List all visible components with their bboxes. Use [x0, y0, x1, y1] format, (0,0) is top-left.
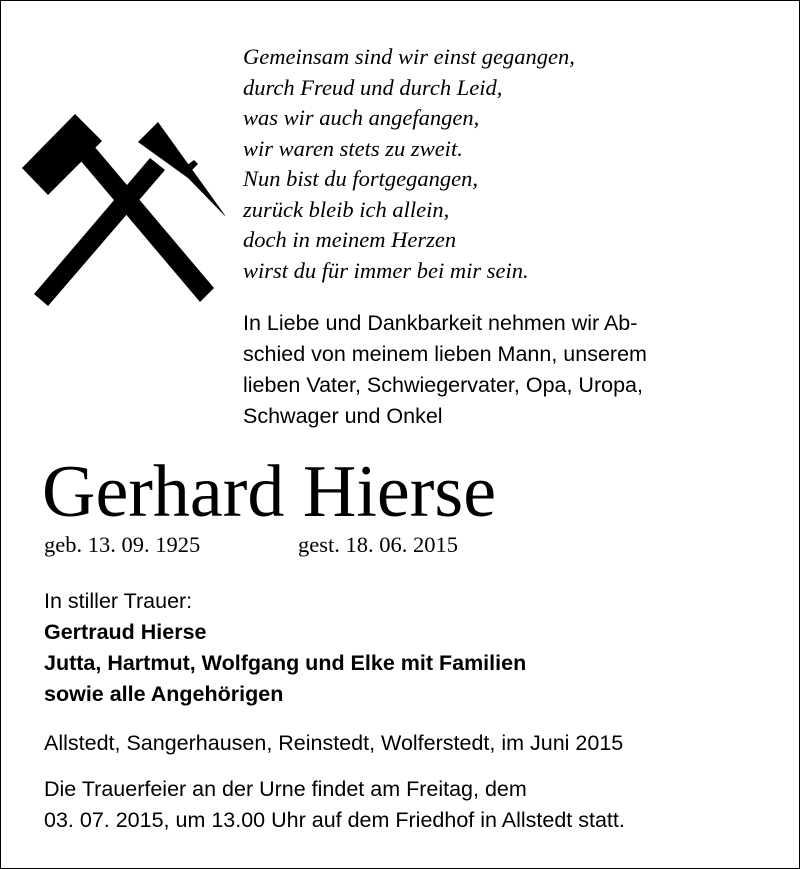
life-dates — [44, 530, 458, 560]
funeral-info — [44, 774, 625, 836]
farewell-line: lieben Vater, Schwiegervater, Opa, Uropa, — [243, 373, 643, 397]
mourner-name: Gertraud Hierse — [44, 620, 207, 644]
poem-line: wir waren stets zu zweit. — [243, 135, 463, 161]
funeral-line: 03. 07. 2015, um 13.00 Uhr auf dem Friedhof in Allstedt statt. — [44, 808, 625, 832]
mourners-block — [44, 586, 526, 710]
funeral-line: Die Trauerfeier an der Urne findet am Freitag, dem — [44, 777, 527, 801]
poem-line: durch Freud und durch Leid, — [243, 74, 503, 100]
death-date: gest. 18. 06. 2015 — [298, 532, 458, 557]
birth-date: geb. 13. 09. 1925 — [44, 532, 201, 557]
mourners-intro: In stiller Trauer: — [44, 589, 193, 613]
farewell-line: In Liebe und Dankbarkeit nehmen wir Ab- — [243, 311, 638, 335]
poem-line: Gemeinsam sind wir einst gegangen, — [243, 44, 575, 69]
farewell-text — [243, 308, 773, 432]
poem-line: doch in meinem Herzen — [243, 227, 457, 252]
poem-line: Nun bist du fortgegangen, — [243, 166, 478, 191]
poem-line: wirst du für immer bei mir sein. — [243, 257, 529, 283]
place-and-date: Allstedt, Sangerhausen, Reinstedt, Wolferstedt, im Juni 2015 — [44, 731, 624, 755]
poem-line: zurück bleib ich allein, — [243, 196, 450, 222]
hammer-and-pick-icon — [20, 108, 225, 308]
deceased-name: Gerhard Hierse — [42, 451, 497, 533]
mourner-name: Jutta, Hartmut, Wolfgang und Elke mit Familien — [44, 651, 527, 675]
poem — [243, 42, 575, 286]
farewell-line: Schwager und Onkel — [243, 404, 443, 428]
mourner-name: sowie alle Angehörigen — [44, 682, 284, 706]
poem-line: was wir auch angefangen, — [243, 105, 480, 130]
farewell-line: schied von meinem lieben Mann, unserem — [243, 342, 647, 366]
